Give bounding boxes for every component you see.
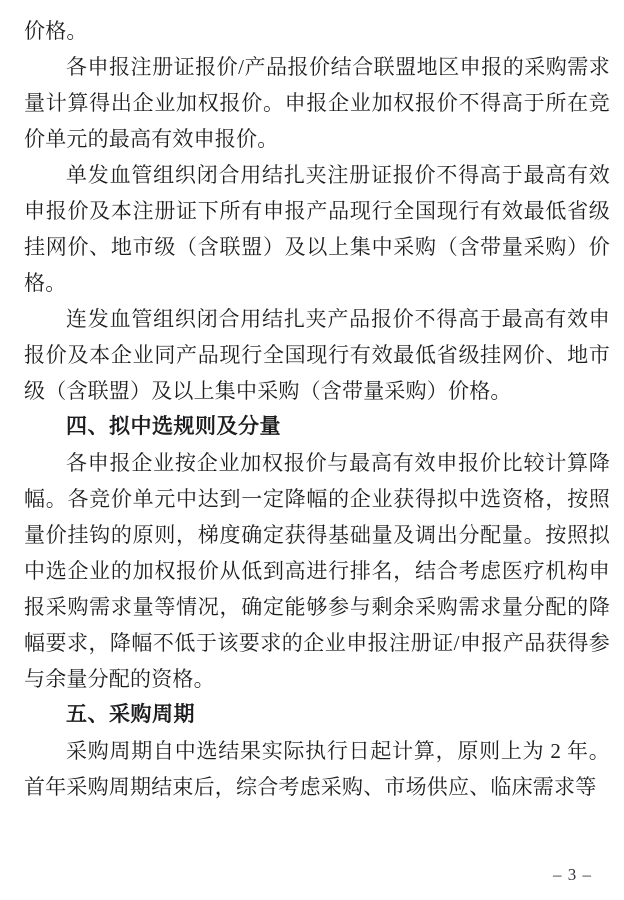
page-number: – 3 – bbox=[553, 865, 592, 884]
document-body bbox=[24, 13, 610, 805]
paragraph: 价格。 bbox=[24, 19, 88, 43]
section-heading: 五、采购周期 bbox=[66, 703, 195, 726]
paragraph: 单发血管组织闭合用结扎夹注册证报价不得高于最高有效申报价及本注册证下所有申报产品现行全国现行有效最低省级挂网价、地市级（含联盟）及以上集中采购（含带量采购）价格。 bbox=[24, 163, 610, 295]
paragraph: 连发血管组织闭合用结扎夹产品报价不得高于最高有效申报价及本企业同产品现行全国现行有效最低省级挂网价、地市级（含联盟）及以上集中采购（含带量采购）价格。 bbox=[24, 307, 610, 403]
paragraph: 各申报企业按企业加权报价与最高有效申报价比较计算降幅。各竞价单元中达到一定降幅的企业获得拟中选资格，按照量价挂钩的原则，梯度确定获得基础量及调出分配量。按照拟中选企业的加权报价从低到高进行排名，结合考虑医疗机构申报采购需求量等情况，确定能够参与剩余采购需求量分配的降幅要求，降幅不低于该要求的企业申报注册证/申报产品获得参与余量分配的资格。 bbox=[24, 451, 610, 691]
paragraph: 采购周期自中选结果实际执行日起计算，原则上为 2 年。首年采购周期结束后，综合考虑采购、市场供应、临床需求等 bbox=[24, 739, 610, 799]
section-heading: 四、拟中选规则及分量 bbox=[66, 415, 281, 438]
paragraph: 各申报注册证报价/产品报价结合联盟地区申报的采购需求量计算得出企业加权报价。申报企业加权报价不得高于所在竞价单元的最高有效申报价。 bbox=[24, 55, 610, 151]
